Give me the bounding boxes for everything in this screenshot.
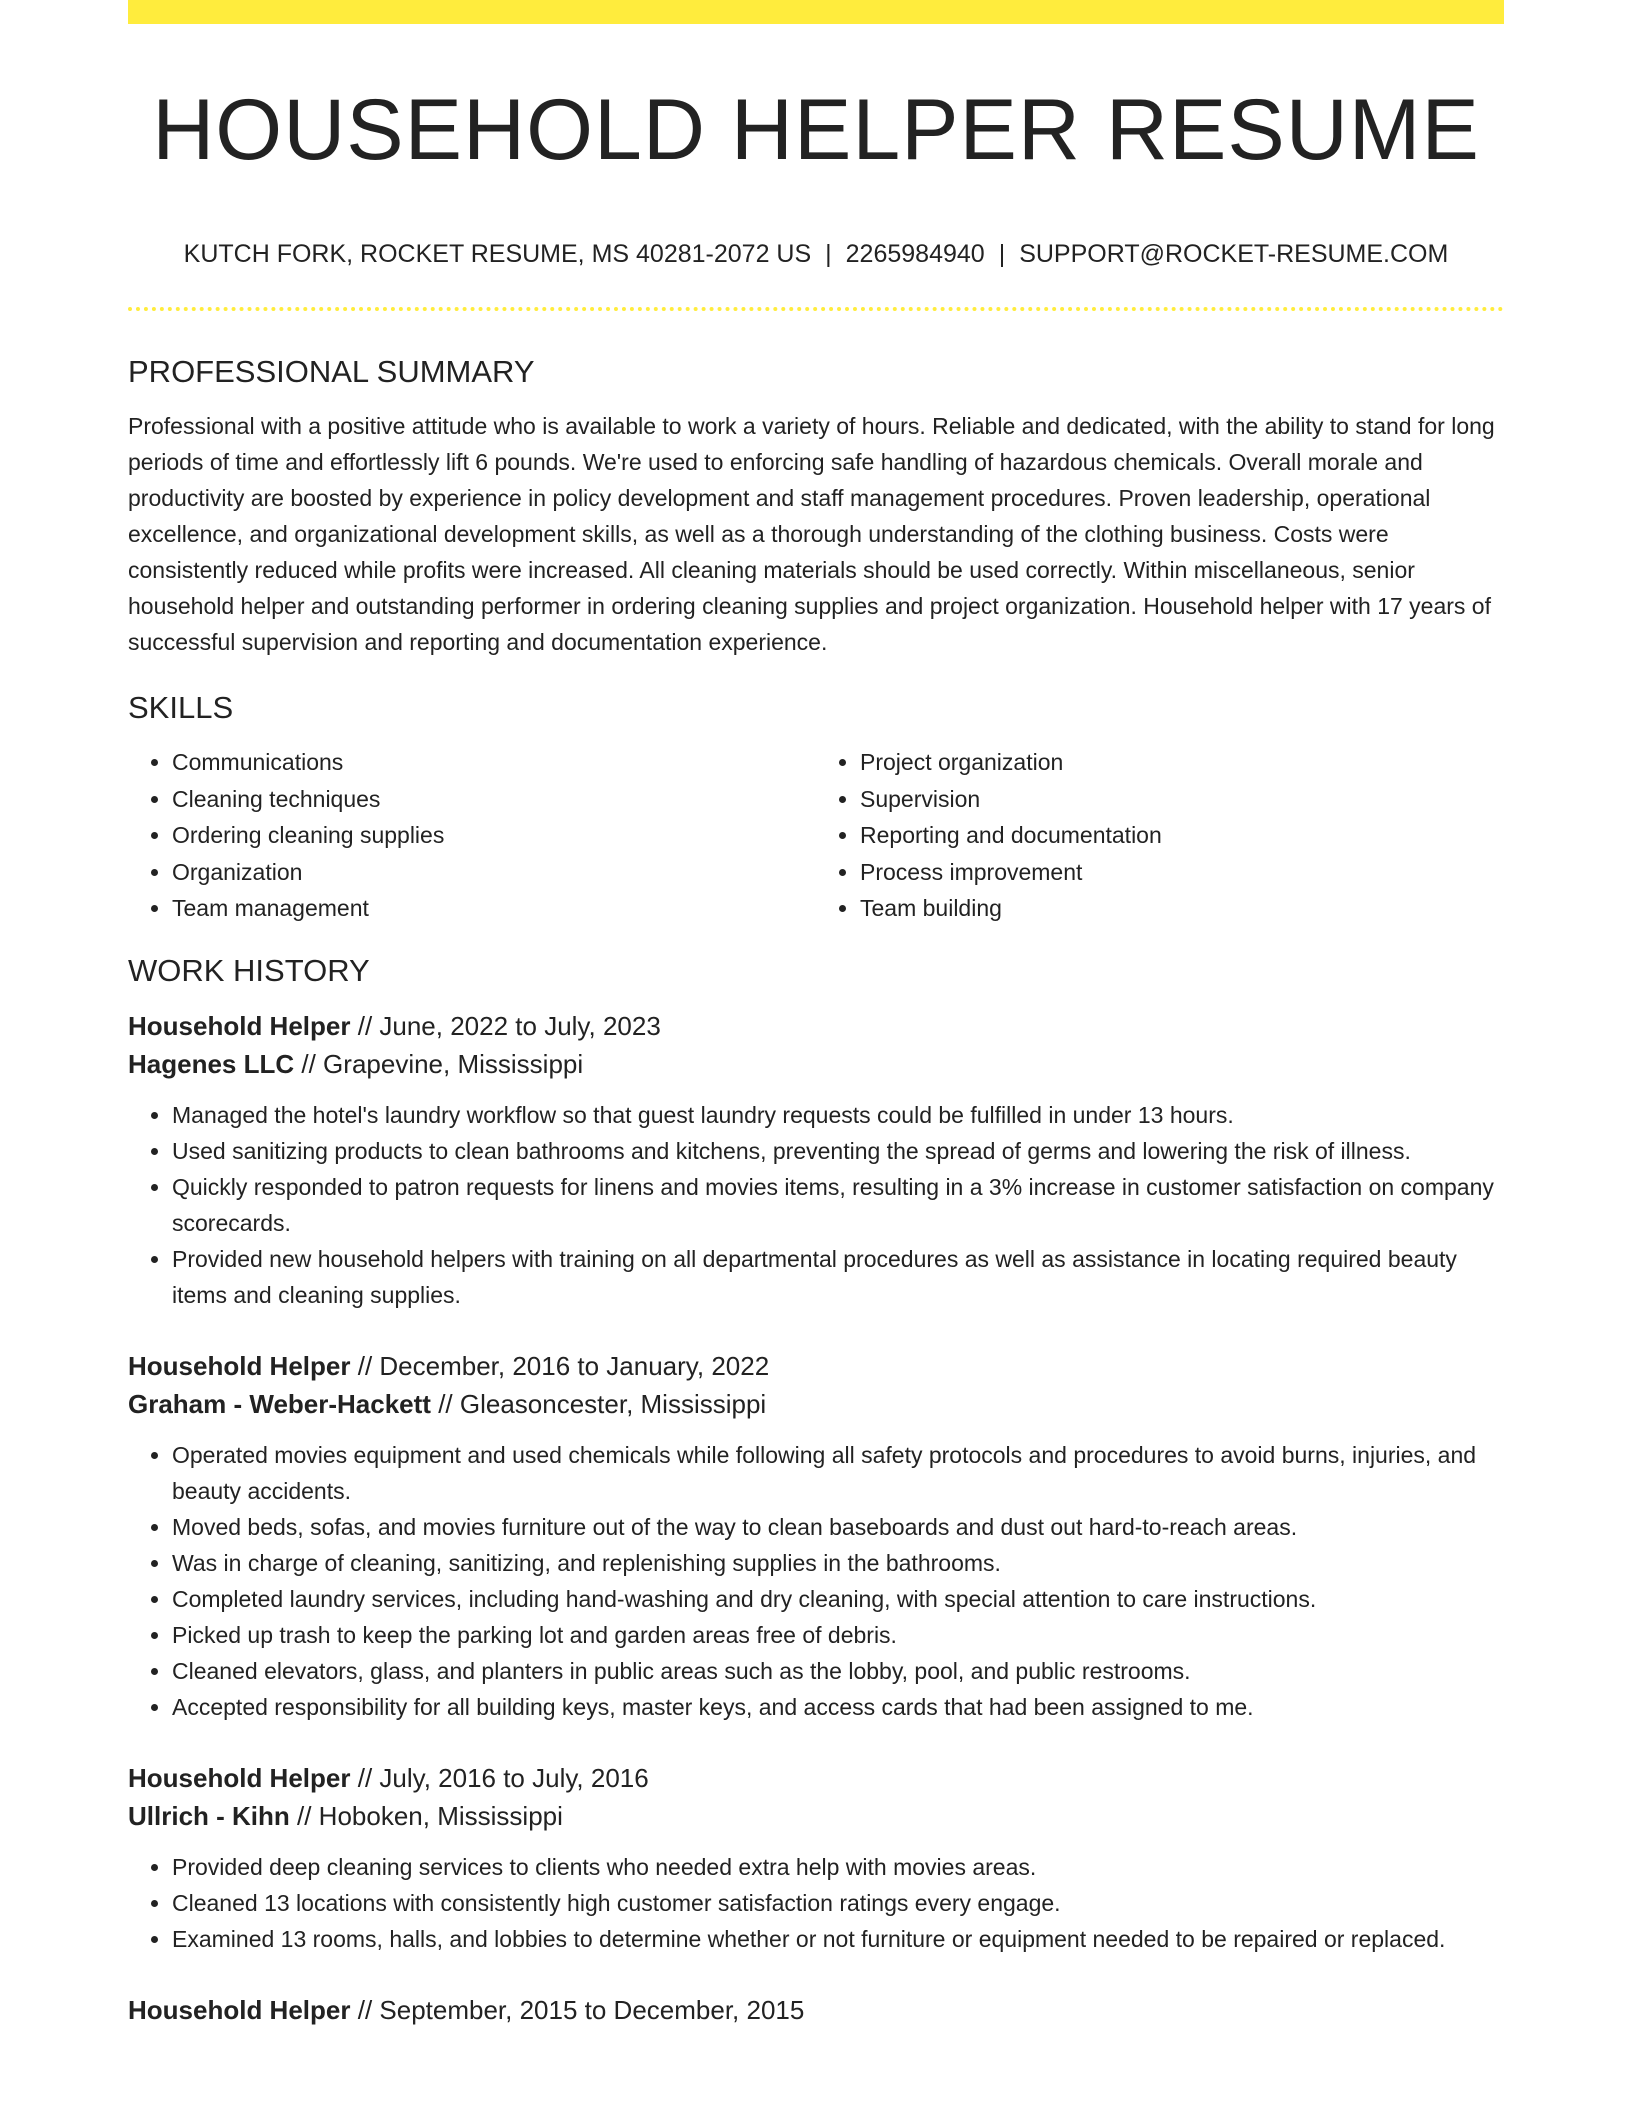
skill-item: • Cleaning techniques (172, 781, 816, 818)
job-bullets (128, 1437, 1504, 1725)
resume-content (128, 350, 1504, 2063)
job-dates: // July, 2016 to July, 2016 (357, 1762, 649, 1793)
job-bullet: • Examined 13 rooms, halls, and lobbies to determine whether or not furniture or equipment needed to be repaired or replaced. (172, 1921, 1504, 1957)
resume-title: HOUSEHOLD HELPER RESUME (152, 82, 1480, 178)
job-entry (128, 1759, 1504, 1957)
skill-item: • Supervision (860, 781, 1504, 818)
contact-separator: | (998, 240, 1006, 268)
job-bullet: • Managed the hotel's laundry workflow so that guest laundry requests could be fulfilled in under 13 hours. (172, 1097, 1504, 1133)
skill-item: • Team management (172, 890, 816, 927)
job-role: Household Helper (128, 1994, 351, 2025)
job-role: Household Helper (128, 1010, 351, 1041)
summary-text: Professional with a positive attitude who is available to work a variety of hours. Reliable and dedicated, with the ability to stand for long periods of time and effortlessly lift 6 pounds. We're used to enforcing safe handling of hazardous chemicals. Overall morale and productivity are boosted by experience in policy development and staff management procedures. Proven leadership, operational excellence, and organizational development skills, as well as a thorough understanding of the clothing business. Costs were consistently reduced while profits were increased. All cleaning materials should be used correctly. Within miscellaneous, senior household helper and outstanding performer in ordering cleaning supplies and project organization. Household helper with 17 years of successful supervision and reporting and documentation experience. (128, 413, 1495, 655)
contact-separator: | (825, 240, 832, 268)
job-bullet: • Moved beds, sofas, and movies furniture out of the way to clean baseboards and dust out hard-to-reach areas. (172, 1509, 1504, 1545)
skill-item: • Ordering cleaning supplies (172, 817, 816, 854)
job-company-line (128, 1385, 1504, 1423)
job-bullet: • Was in charge of cleaning, sanitizing, and replenishing supplies in the bathrooms. (172, 1545, 1504, 1581)
skills-heading: SKILLS (128, 690, 234, 725)
job-location: // Grapevine, Mississippi (301, 1048, 584, 1079)
skills-list-right (816, 744, 1504, 927)
contact-line (128, 236, 1504, 272)
contact-address: KUTCH FORK, ROCKET RESUME, MS 40281-2072 US (183, 240, 812, 268)
job-bullet: • Provided new household helpers with training on all departmental procedures as well as assistance in locating required beauty items and cleaning supplies. (172, 1241, 1504, 1313)
skill-item: • Organization (172, 854, 816, 891)
job-location: // Gleasoncester, Mississippi (438, 1388, 767, 1419)
job-entry (128, 1347, 1504, 1725)
job-company: Hagenes LLC (128, 1048, 295, 1079)
job-role-line (128, 1991, 1504, 2029)
job-bullets (128, 1849, 1504, 1957)
job-entry (128, 1007, 1504, 1313)
skills-columns (128, 744, 1504, 927)
job-role-line (128, 1007, 1504, 1045)
contact-email: SUPPORT@ROCKET-RESUME.COM (1019, 240, 1449, 268)
job-company: Graham - Weber-Hackett (128, 1388, 431, 1419)
skill-item: • Team building (860, 890, 1504, 927)
job-company-line (128, 1045, 1504, 1083)
job-bullet: • Operated movies equipment and used chemicals while following all safety protocols and procedures to avoid burns, injuries, and beauty accidents. (172, 1437, 1504, 1509)
skill-item: • Project organization (860, 744, 1504, 781)
job-entry (128, 1991, 1504, 2029)
job-role: Household Helper (128, 1350, 351, 1381)
summary-heading: PROFESSIONAL SUMMARY (128, 354, 535, 389)
job-company-line (128, 1797, 1504, 1835)
job-bullet: • Provided deep cleaning services to clients who needed extra help with movies areas. (172, 1849, 1504, 1885)
skill-item: • Communications (172, 744, 816, 781)
top-accent-bar (128, 0, 1504, 24)
job-bullet: • Picked up trash to keep the parking lot and garden areas free of debris. (172, 1617, 1504, 1653)
skill-item: • Reporting and documentation (860, 817, 1504, 854)
work-history-heading: WORK HISTORY (128, 952, 370, 988)
job-bullet: • Completed laundry services, including hand-washing and dry cleaning, with special attention to care instructions. (172, 1581, 1504, 1617)
header-divider (128, 307, 1504, 311)
job-dates: // June, 2022 to July, 2023 (357, 1010, 661, 1041)
job-bullet: • Accepted responsibility for all building keys, master keys, and access cards that had been assigned to me. (172, 1689, 1504, 1725)
job-bullets (128, 1097, 1504, 1313)
job-bullet: • Cleaned 13 locations with consistently high customer satisfaction ratings every engage. (172, 1885, 1504, 1921)
skills-list-left (128, 744, 816, 927)
contact-phone: 2265984940 (845, 240, 985, 268)
job-bullet: • Quickly responded to patron requests for linens and movies items, resulting in a 3% increase in customer satisfaction on company scorecards. (172, 1169, 1504, 1241)
skill-item: • Process improvement (860, 854, 1504, 891)
job-role: Household Helper (128, 1762, 351, 1793)
job-dates: // September, 2015 to December, 2015 (357, 1994, 805, 2025)
job-company: Ullrich - Kihn (128, 1800, 290, 1831)
job-dates: // December, 2016 to January, 2022 (357, 1350, 770, 1381)
job-role-line (128, 1759, 1504, 1797)
job-role-line (128, 1347, 1504, 1385)
job-bullet: • Cleaned elevators, glass, and planters in public areas such as the lobby, pool, and public restrooms. (172, 1653, 1504, 1689)
job-bullet: • Used sanitizing products to clean bathrooms and kitchens, preventing the spread of germs and lowering the risk of illness. (172, 1133, 1504, 1169)
job-location: // Hoboken, Mississippi (297, 1800, 563, 1831)
